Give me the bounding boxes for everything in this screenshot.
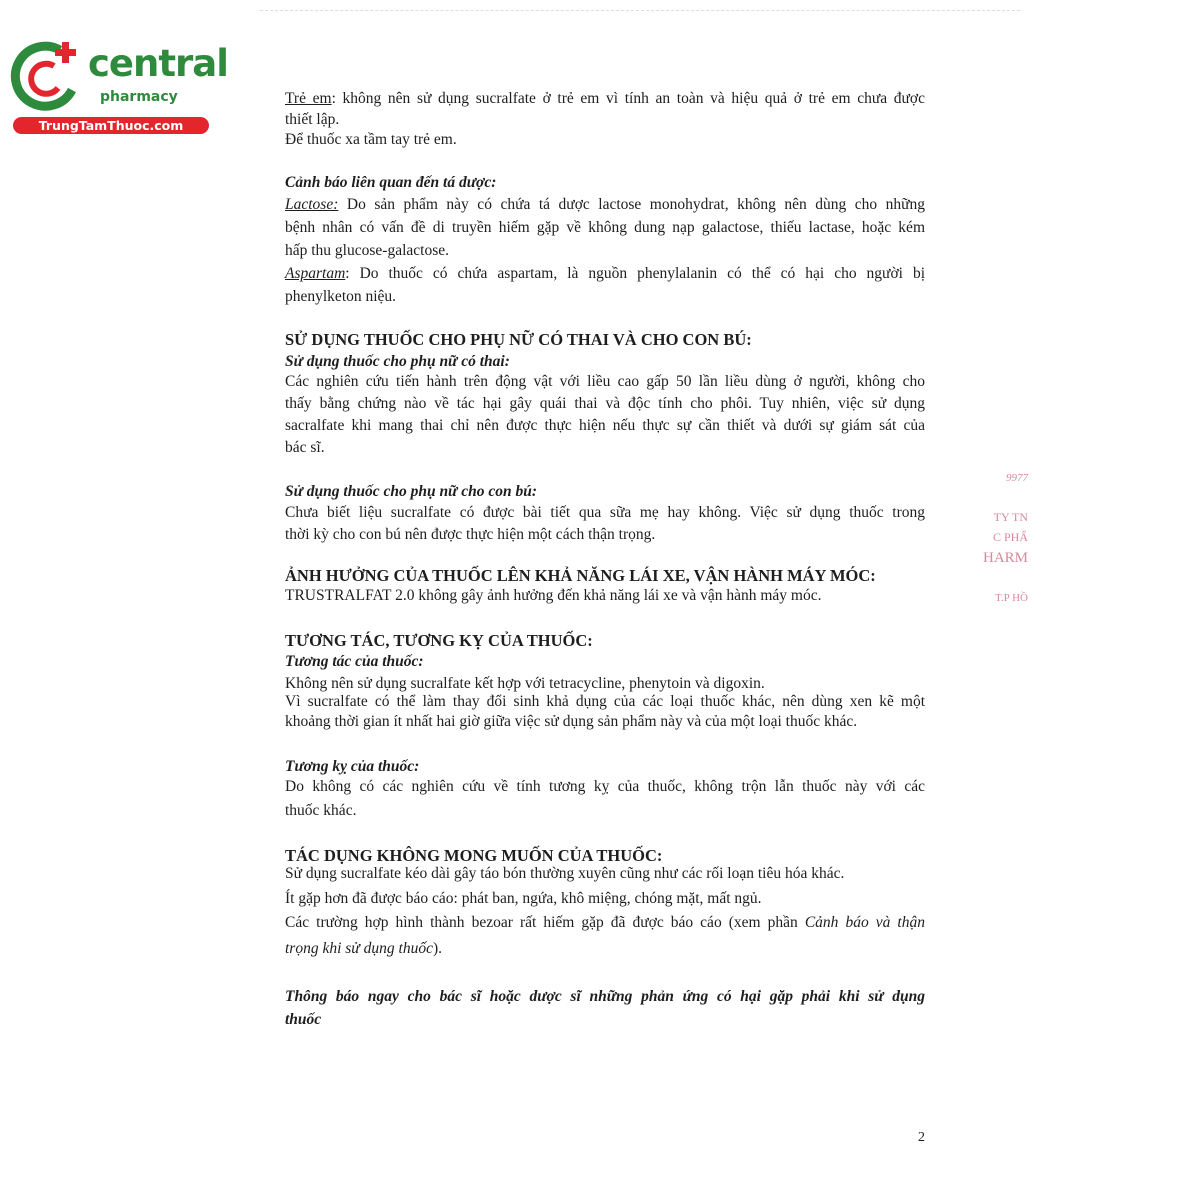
section-subheading: Tương tác của thuốc:: [285, 653, 424, 670]
text-line: [285, 89, 925, 109]
text-line: Do không có các nghiên cứu về tính tương kỵ của thuốc, không trộn lẫn thuốc này với các: [285, 778, 925, 795]
text-line: thiết lập.: [285, 111, 340, 128]
brand-name: central: [88, 42, 228, 85]
brand-url: TrungTamThuoc.com: [13, 117, 209, 134]
text-line: phenylketon niệu.: [285, 288, 397, 305]
central-pharmacy-logo: [10, 38, 228, 138]
label-aspartam: Aspartam: [285, 265, 346, 282]
stamp-text: C PHẨ: [992, 530, 1028, 544]
text-line: Chưa biết liệu sucralfate có được bài tiết qua sữa mẹ hay không. Việc sử dụng thuốc trong: [285, 504, 925, 521]
text-line: Vì sucralfate có thể làm thay đổi sinh khả dụng của các loại thuốc khác, nên dùng xen kẽ một: [285, 693, 925, 710]
notice-line: Thông báo ngay cho bác sĩ hoặc dược sĩ những phản ứng có hại gặp phải khi sử dụng: [285, 988, 925, 1005]
text: ).: [432, 940, 442, 957]
red-stamp: [982, 466, 1028, 616]
section-subheading: Tương kỵ của thuốc:: [285, 758, 420, 775]
text: Do sản phẩm này có chứa tá dược lactose monohydrat, không nên dùng cho những: [338, 196, 925, 213]
text-line: bệnh nhân có vấn đề di truyền hiếm gặp về không dung nạp galactose, thiếu lactase, hoặc kém: [285, 219, 925, 236]
pharmacy-cross-icon: [10, 38, 85, 113]
stamp-text: 9977: [1006, 472, 1028, 484]
text-line: hấp thu glucose-galactose.: [285, 242, 449, 259]
page-number: 2: [918, 1130, 925, 1145]
text-italic: trọng khi sử dụng thuốc: [285, 940, 433, 957]
text-line: Các nghiên cứu tiến hành trên động vật với liều cao gấp 50 lần liều dùng ở người, không cho: [285, 373, 925, 390]
section-heading: SỬ DỤNG THUỐC CHO PHỤ NỮ CÓ THAI VÀ CHO CON BÚ:: [285, 330, 752, 349]
text-line: Để thuốc xa tầm tay trẻ em.: [285, 131, 457, 148]
notice-line: thuốc: [285, 1011, 322, 1028]
section-subheading: Sử dụng thuốc cho phụ nữ có thai:: [285, 353, 510, 370]
text: Các trường hợp hình thành bezoar rất hiếm gặp đã được báo cáo (xem phần: [285, 914, 805, 931]
label-lactose: Lactose:: [285, 196, 339, 213]
text-line: [285, 939, 925, 959]
text-line: Không nên sử dụng sucralfate kết hợp với tetracycline, phenytoin và digoxin.: [285, 675, 765, 692]
section-subheading: Sử dụng thuốc cho phụ nữ cho con bú:: [285, 483, 538, 500]
text-line: Sử dụng sucralfate kéo dài gây táo bón thường xuyên cũng như các rối loạn tiêu hóa khác.: [285, 865, 845, 882]
text: : không nên sử dụng sucralfate ở trẻ em vì tính an toàn và hiệu quả ở trẻ em chưa được: [331, 90, 925, 107]
text-line: thấy bằng chứng nào về tác hại gây quái thai và độc tính cho phôi. Tuy nhiên, việc sử dụng: [285, 395, 925, 412]
text-line: Ít gặp hơn đã được báo cáo: phát ban, ngứa, khô miệng, chóng mặt, mất ngủ.: [285, 890, 762, 907]
text-line: bác sĩ.: [285, 439, 325, 456]
section-heading: TƯƠNG TÁC, TƯƠNG KỴ CỦA THUỐC:: [285, 631, 593, 650]
text-line: [285, 195, 925, 215]
text-italic: Cảnh báo và thận: [804, 914, 925, 931]
brand-subtitle: pharmacy: [100, 89, 178, 105]
label-children: Trẻ em: [285, 90, 332, 107]
text-line: TRUSTRALFAT 2.0 không gây ảnh hưởng đến khả năng lái xe và vận hành máy móc.: [285, 587, 822, 604]
section-heading: ẢNH HƯỞNG CỦA THUỐC LÊN KHẢ NĂNG LÁI XE, VẬN HÀNH MÁY MÓC:: [285, 566, 876, 585]
text: : Do thuốc có chứa aspartam, là nguồn phenylalanin có thể có hại cho người bị: [345, 265, 925, 282]
stamp-text: T.P HỒ: [995, 592, 1028, 604]
text-line: thuốc khác.: [285, 802, 357, 819]
stamp-text: HARM: [982, 550, 1028, 566]
text-line: sacralfate khi mang thai chỉ nên được thực hiện nếu thực sự cần thiết và dưới sự giám sát của: [285, 417, 925, 434]
section-subheading: Cảnh báo liên quan đến tá dược:: [285, 174, 497, 191]
text-line: khoảng thời gian ít nhất hai giờ giữa việc sử dụng sản phẩm này và của một loại thuốc khác.: [285, 713, 858, 730]
text-line: [285, 264, 925, 284]
text-line: thời kỳ cho con bú nên được thực hiện một cách thận trọng.: [285, 526, 656, 543]
section-heading: TÁC DỤNG KHÔNG MONG MUỐN CỦA THUỐC:: [285, 846, 663, 865]
text-line: [285, 913, 925, 933]
scan-edge: [260, 10, 1020, 12]
stamp-text: TY TN: [993, 510, 1028, 524]
